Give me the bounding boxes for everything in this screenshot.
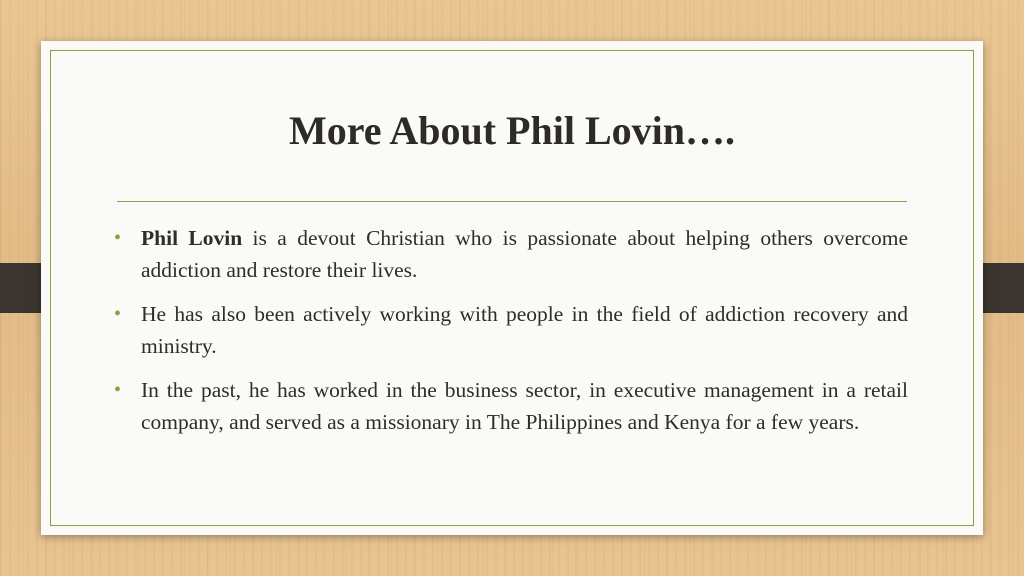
slide-title: More About Phil Lovin…. (289, 108, 735, 153)
bullet-marker-icon: • (114, 303, 122, 325)
bullet-item (113, 374, 908, 438)
bullet-marker-icon: • (114, 379, 122, 401)
bullet-text: is a devout Christian who is passionate about helping others overcome addiction and restore their lives. (141, 226, 908, 282)
bullet-marker-icon: • (114, 227, 122, 249)
bullet-text: In the past, he has worked in the business sector, in executive management in a retail company, and served as a missionary in The Philippines and Kenya for a few years. (141, 378, 908, 434)
bullet-list (113, 222, 908, 450)
title-divider (117, 201, 907, 202)
bullet-item (113, 298, 908, 362)
bullet-item (113, 222, 908, 286)
bullet-text: He has also been actively working with people in the field of addiction recovery and ministry. (141, 302, 908, 358)
slide-card (41, 41, 983, 535)
bullet-strong-text: Phil Lovin (141, 226, 243, 250)
